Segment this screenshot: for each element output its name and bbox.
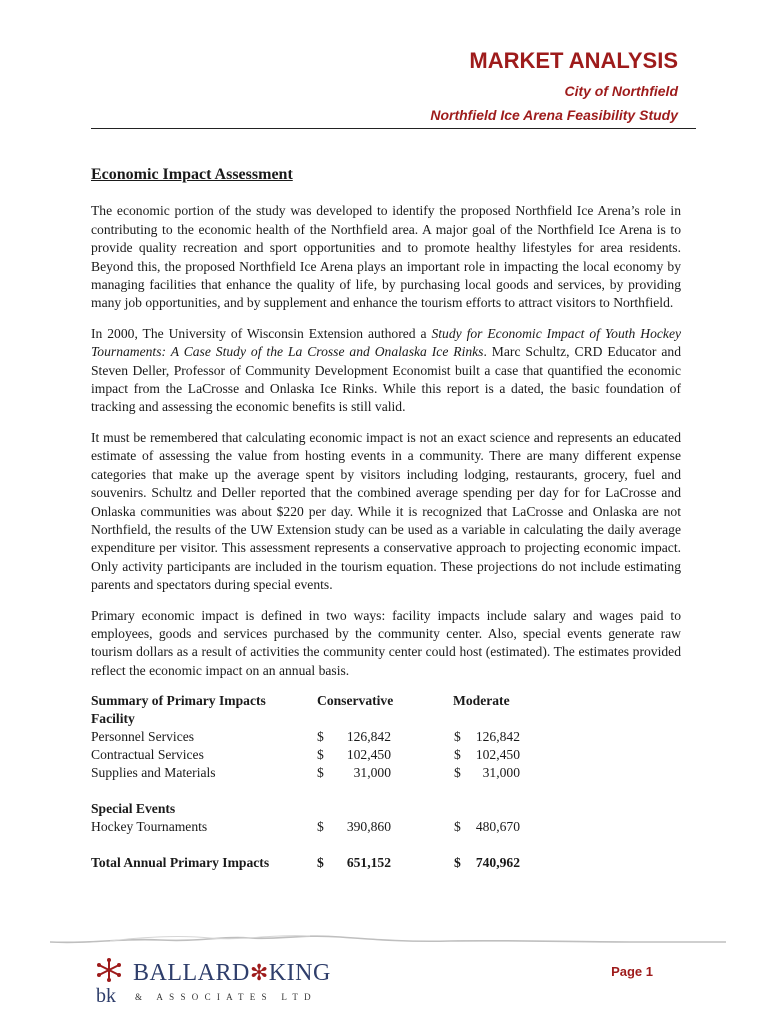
conservative-total: 651,152 — [346, 855, 391, 871]
section-heading: Economic Impact Assessment — [91, 166, 293, 183]
currency-symbol: $ — [317, 855, 324, 871]
paragraph-2-rest: . Marc Schultz, CRD Educator and Steven Deller, Professor of Community Development Economist built a case that quantified the economic impact from the LaCrosse and Onlaska Ice Rinks. While this report is a dated, the basic foundation of tracking and assessing the economic benefits is still valid. — [91, 344, 681, 415]
currency-symbol: $ — [454, 819, 461, 835]
paragraph-3: It must be remembered that calculating economic impact is not an exact science and represents an educated estimate of assessing the value from hosting events in a community. There are many different expense categories that make up the average spent by visitors including lodging, restaurants, grocery, fuel and souvenirs. Schultz and Deller reported that the combined average spending per day for for LaCrosse and Onlaska communities was about $220 per day. While it is recognized that LaCrosse and Onlaska are not Northfield, the results of the UW Extension study can be used as a variable in calculating the daily average expenditure per visitor. This assessment represents a conservative approach to projecting economic impact. Only activity participants are included in the tourism equation. These projections do not include estimating parents and spectators during special events. — [91, 429, 681, 593]
ballard-king-logo — [93, 958, 333, 1010]
star-icon: ✻ — [249, 960, 269, 985]
currency-symbol: $ — [454, 855, 461, 871]
currency-symbol: $ — [317, 819, 324, 835]
table-row — [91, 818, 681, 836]
header-divider — [91, 128, 696, 129]
currency-symbol: $ — [454, 765, 461, 781]
conservative-value: 390,860 — [346, 819, 391, 835]
paragraph-4: Primary economic impact is defined in two ways: facility impacts include salary and wages paid to employees, goods and services purchased by the community center. Also, special events generate raw tourism dollars as a result of activities the community center could host (estimated). The estimates provided reflect the economic impact on an annual basis. — [91, 607, 681, 678]
table-row — [91, 746, 681, 764]
currency-symbol: $ — [317, 729, 324, 745]
document-subtitle-study: Northfield Ice Arena Feasibility Study — [430, 107, 678, 123]
currency-symbol: $ — [454, 747, 461, 763]
study-title: Study for Economic Impact of Youth Hockey Tournaments: A Case Study of the La Crosse and Onalaska Ice Rinks — [91, 325, 682, 360]
total-label: Total Annual Primary Impacts — [91, 855, 270, 871]
logo-wordmark — [133, 960, 331, 987]
facility-label: Facility — [91, 711, 135, 727]
facility-label-row — [91, 710, 681, 728]
moderate-value: 480,670 — [475, 819, 520, 835]
logo-name-ballard: BALLARD — [133, 960, 250, 986]
currency-symbol: $ — [317, 765, 324, 781]
footer-wave-divider — [50, 928, 726, 952]
summary-header-row — [91, 692, 681, 710]
currency-symbol: $ — [454, 729, 461, 745]
col-header-conservative: Conservative — [317, 693, 394, 709]
col-header-moderate: Moderate — [453, 693, 510, 709]
document-title: MARKET ANALYSIS — [469, 48, 678, 73]
moderate-value: 31,000 — [482, 765, 520, 781]
moderate-value: 126,842 — [475, 729, 520, 745]
page-number: Page 1 — [611, 964, 653, 979]
moderate-total: 740,962 — [475, 855, 520, 871]
logo-tagline: & ASSOCIATES LTD — [135, 992, 317, 1002]
main-content — [91, 166, 681, 878]
currency-symbol: $ — [317, 747, 324, 763]
row-label: Hockey Tournaments — [91, 819, 208, 835]
row-label: Contractual Services — [91, 747, 204, 763]
table-row — [91, 764, 681, 782]
row-label: Supplies and Materials — [91, 765, 216, 781]
paragraph-2 — [91, 325, 681, 417]
total-row — [91, 854, 681, 872]
table-row — [91, 728, 681, 746]
paragraph-1: The economic portion of the study was developed to identify the proposed Northfield Ice Arena’s role in contributing to the economic health of the Northfield area. A major goal of the Northfield Ice Arena is to provide quality recreation and sport opportunities and to promote healthy lifestyles for area residents. Beyond this, the proposed Northfield Ice Arena plays an important role in impacting the local economy by managing facilities that enhance the quality of life, by purchasing local goods and services, by providing many job opportunities, and by supplement and enhance the tourism efforts to attract visitors to Northfield. — [91, 203, 681, 311]
special-events-label: Special Events — [91, 801, 176, 817]
moderate-value: 102,450 — [475, 747, 520, 763]
logo-name-king: KING — [268, 960, 331, 986]
snowflake-icon — [93, 958, 125, 1006]
conservative-value: 126,842 — [346, 729, 391, 745]
special-events-label-row — [91, 800, 681, 818]
summary-table — [91, 692, 681, 878]
conservative-value: 31,000 — [353, 765, 391, 781]
document-subtitle-city: City of Northfield — [564, 83, 678, 99]
summary-heading: Summary of Primary Impacts — [91, 693, 266, 709]
row-label: Personnel Services — [91, 729, 195, 745]
logo-monogram: bk — [96, 985, 116, 1006]
conservative-value: 102,450 — [346, 747, 391, 763]
paragraph-2-lead: In 2000, The University of Wisconsin Extension authored a — [91, 325, 432, 341]
